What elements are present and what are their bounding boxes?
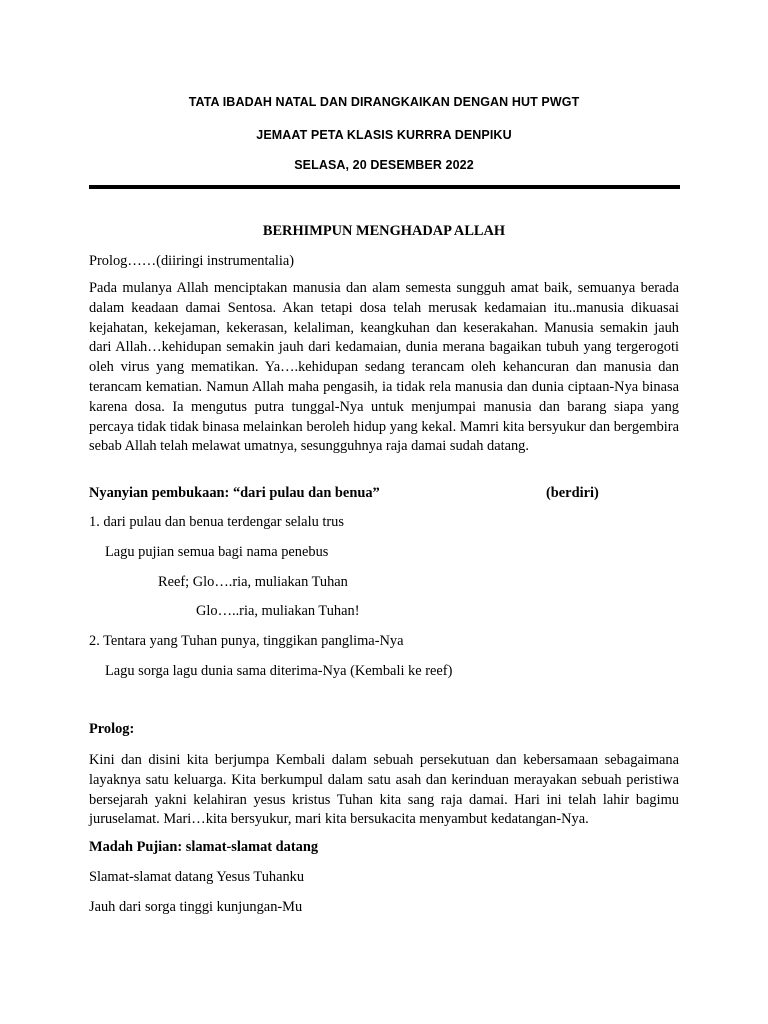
opening-song-note: (berdiri) (546, 485, 599, 501)
prolog-paragraph: Kini dan disini kita berjumpa Kembali dalam sebuah persekutuan dan kebersamaan sebagaimana layaknya satu keluarga. Kita berkumpul dalam satu asah dan kerinduan merayakan sebuah peristiwa bersejarah yakni kelahiran yesus kristus Tuhan kita sang raja damai. Hari ini telah lahir bagimu juruselamat. Mari…kita bersyukur, mari kita bersukacita menyambut kedatangan-Nya. (89, 752, 679, 828)
song-line-3: 2. Tentara yang Tuhan punya, tinggikan panglima-Nya (89, 633, 404, 649)
song-refrain-line-1: Reef; Glo….ria, muliakan Tuhan (158, 574, 348, 590)
madah-line-1: Slamat-slamat datang Yesus Tuhanku (89, 869, 305, 885)
madah-pujian-title: Madah Pujian: slamat-slamat datang (89, 839, 319, 855)
header-date: SELASA, 20 DESEMBER 2022 (294, 158, 474, 172)
song-line-2: Lagu pujian semua bagi nama penebus (105, 544, 329, 560)
opening-paragraph: Pada mulanya Allah menciptakan manusia dan alam semesta sungguh amat baik, semuanya berada dalam keadaan damai Sentosa. Akan tetapi dosa telah merusak kedamaian itu..manusia dikuasai kejahatan, kekejaman, kekerasan, kelaliman, keangkuhan dan keserakahan. Manusia semakin jauh dari Allah…kehidupan semakin jauh dari kedamaian, dunia merana bagaikan tubuh yang tergerogoti oleh virus yang mematikan. Ya….kehidupan sedang terancam oleh kehancuran dan manusia dan terancam kematian. Namun Allah maha pengasih, ia tidak rela manusia dan dunia ciptaan-Nya binasa karena dosa. Ia mengutus putra tunggal-Nya untuk menjumpai manusia dan barang siapa yang percaya tidak tidak binasa melainkan beroleh hidup yang kekal. Mamri kita bersyukur dan bergembira sebab Allah telah melawat umatnya, sesungguhnya raja damai sudah datang. (89, 280, 679, 455)
section-title-berhimpun: BERHIMPUN MENGHADAP ALLAH (262, 223, 506, 239)
prolog-heading: Prolog: (89, 721, 135, 737)
opening-song-title: Nyanyian pembukaan: “dari pulau dan benua” (89, 485, 380, 501)
header-divider (89, 185, 680, 189)
header-congregation: JEMAAT PETA KLASIS KURRRA DENPIKU (256, 128, 512, 142)
song-line-1: 1. dari pulau dan benua terdengar selalu trus (89, 514, 344, 530)
song-line-4: Lagu sorga lagu dunia sama diterima-Nya (Kembali ke reef) (105, 663, 453, 679)
prolog-instrumental-line: Prolog……(diiringi instrumentalia) (89, 253, 295, 269)
madah-line-2: Jauh dari sorga tinggi kunjungan-Mu (89, 899, 303, 915)
header-title: TATA IBADAH NATAL DAN DIRANGKAIKAN DENGAN HUT PWGT (188, 95, 580, 109)
song-refrain-line-2: Glo…..ria, muliakan Tuhan! (196, 603, 360, 619)
